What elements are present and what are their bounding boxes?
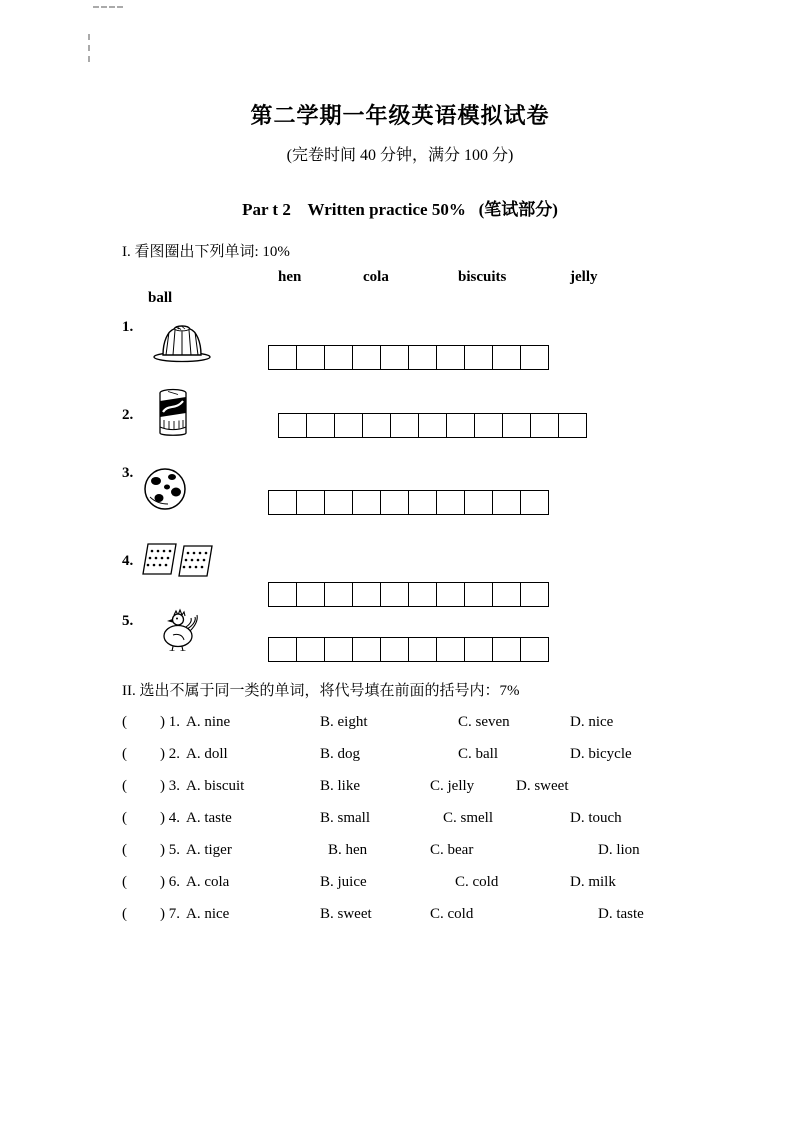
- option-d: D. lion: [598, 842, 640, 858]
- letter-box[interactable]: [334, 413, 363, 438]
- multiple-choice-questions: [122, 714, 678, 938]
- answer-bracket: (: [122, 714, 127, 730]
- letter-box[interactable]: [492, 490, 521, 515]
- letter-box[interactable]: [474, 413, 503, 438]
- option-d: D. sweet: [516, 778, 569, 794]
- letter-box[interactable]: [530, 413, 559, 438]
- question-row: [122, 842, 678, 874]
- letter-box[interactable]: [324, 637, 353, 662]
- answer-bracket: (: [122, 746, 127, 762]
- biscuits-image: [138, 541, 218, 581]
- option-a: A. biscuit: [186, 778, 245, 794]
- page-subtitle: (完卷时间 40 分钟，满分 100 分): [286, 147, 514, 164]
- option-a: A. taste: [186, 810, 232, 826]
- item-number: 2.: [122, 407, 134, 423]
- option-a: A. nice: [186, 906, 230, 922]
- option-a: A. cola: [186, 874, 230, 890]
- item-number: 3.: [122, 465, 134, 481]
- letter-box[interactable]: [306, 413, 335, 438]
- letter-box[interactable]: [296, 582, 325, 607]
- question-number: ) 6.: [160, 874, 180, 890]
- option-c: C. smell: [443, 810, 494, 826]
- item-number: 4.: [122, 553, 134, 569]
- word-bank-hen: hen: [278, 269, 302, 285]
- cola-can-image: [154, 387, 192, 439]
- question-row: [122, 714, 678, 746]
- letter-box[interactable]: [520, 345, 549, 370]
- question-row: [122, 906, 678, 938]
- ball-image: [142, 467, 188, 511]
- letter-box[interactable]: [464, 637, 493, 662]
- option-c: C. seven: [458, 714, 510, 730]
- letter-box[interactable]: [408, 637, 437, 662]
- answer-bracket: (: [122, 810, 127, 826]
- letter-box[interactable]: [520, 582, 549, 607]
- letter-box[interactable]: [446, 413, 475, 438]
- question-number: ) 2.: [160, 746, 180, 762]
- page-margin-mark: [88, 34, 90, 62]
- letter-box[interactable]: [464, 490, 493, 515]
- letter-box[interactable]: [296, 490, 325, 515]
- letter-box[interactable]: [520, 490, 549, 515]
- letter-box[interactable]: [324, 490, 353, 515]
- letter-box[interactable]: [352, 582, 381, 607]
- letter-box[interactable]: [268, 582, 297, 607]
- letter-box[interactable]: [418, 413, 447, 438]
- question-row: [122, 810, 678, 842]
- letter-box[interactable]: [380, 490, 409, 515]
- question-row: [122, 746, 678, 778]
- answer-bracket: (: [122, 874, 127, 890]
- answer-letter-grid: [268, 345, 549, 370]
- question-number: ) 5.: [160, 842, 180, 858]
- word-bank-cola: cola: [363, 269, 389, 285]
- option-b: B. hen: [328, 842, 368, 858]
- jelly-image: [152, 319, 212, 363]
- word-bank: [122, 269, 678, 315]
- question-row: [122, 874, 678, 906]
- letter-box[interactable]: [436, 490, 465, 515]
- letter-box[interactable]: [408, 345, 437, 370]
- option-d: D. touch: [570, 810, 622, 826]
- option-d: D. nice: [570, 714, 614, 730]
- page-title: 第二学期一年级英语模拟试卷: [250, 103, 550, 128]
- letter-box[interactable]: [464, 582, 493, 607]
- part2-heading: Par t 2 Written practice 50% (笔试部分): [242, 200, 558, 219]
- letter-box[interactable]: [268, 345, 297, 370]
- option-b: B. small: [320, 810, 371, 826]
- question-row: [122, 778, 678, 810]
- letter-box[interactable]: [278, 413, 307, 438]
- option-b: B. eight: [320, 714, 368, 730]
- option-b: B. sweet: [320, 906, 372, 922]
- item-number: 1.: [122, 319, 134, 335]
- hen-image: [154, 607, 201, 651]
- option-c: C. jelly: [430, 778, 475, 794]
- answer-letter-grid: [268, 582, 549, 607]
- item-number: 5.: [122, 613, 134, 629]
- picture-items: [122, 317, 678, 673]
- option-c: C. cold: [430, 906, 474, 922]
- letter-box[interactable]: [492, 637, 521, 662]
- letter-box[interactable]: [408, 490, 437, 515]
- letter-box[interactable]: [268, 637, 297, 662]
- word-bank-ball: ball: [148, 290, 173, 306]
- letter-box[interactable]: [352, 345, 381, 370]
- option-d: D. milk: [570, 874, 616, 890]
- option-a: A. tiger: [186, 842, 232, 858]
- option-b: B. dog: [320, 746, 361, 762]
- letter-box[interactable]: [352, 637, 381, 662]
- answer-bracket: (: [122, 778, 127, 794]
- letter-box[interactable]: [436, 345, 465, 370]
- section1-instruction: I. 看图圈出下列单词: 10%: [122, 244, 290, 260]
- letter-box[interactable]: [492, 582, 521, 607]
- letter-box[interactable]: [380, 637, 409, 662]
- letter-box[interactable]: [464, 345, 493, 370]
- section2-instruction: II. 选出不属于同一类的单词，将代号填在前面的括号内：7%: [122, 683, 520, 699]
- letter-box[interactable]: [492, 345, 521, 370]
- option-b: B. like: [320, 778, 360, 794]
- letter-box[interactable]: [502, 413, 531, 438]
- word-bank-jelly: jelly: [570, 269, 598, 285]
- answer-letter-grid: [268, 637, 549, 662]
- option-c: C. cold: [455, 874, 499, 890]
- question-number: ) 4.: [160, 810, 180, 826]
- option-c: C. bear: [430, 842, 474, 858]
- letter-box[interactable]: [380, 345, 409, 370]
- letter-box[interactable]: [324, 345, 353, 370]
- question-number: ) 7.: [160, 906, 180, 922]
- letter-box[interactable]: [362, 413, 391, 438]
- letter-box[interactable]: [268, 490, 297, 515]
- question-number: ) 1.: [160, 714, 180, 730]
- letter-box[interactable]: [436, 582, 465, 607]
- letter-box[interactable]: [408, 582, 437, 607]
- answer-bracket: (: [122, 842, 127, 858]
- page-margin-mark: [93, 6, 123, 8]
- letter-box[interactable]: [520, 637, 549, 662]
- option-a: A. nine: [186, 714, 231, 730]
- option-a: A. doll: [186, 746, 228, 762]
- letter-box[interactable]: [558, 413, 587, 438]
- answer-letter-grid: [268, 490, 549, 515]
- option-b: B. juice: [320, 874, 367, 890]
- answer-bracket: (: [122, 906, 127, 922]
- option-d: D. bicycle: [570, 746, 632, 762]
- letter-box[interactable]: [296, 637, 325, 662]
- letter-box[interactable]: [380, 582, 409, 607]
- option-d: D. taste: [598, 906, 644, 922]
- letter-box[interactable]: [296, 345, 325, 370]
- word-bank-biscuits: biscuits: [458, 269, 507, 285]
- letter-box[interactable]: [390, 413, 419, 438]
- option-c: C. ball: [458, 746, 498, 762]
- letter-box[interactable]: [352, 490, 381, 515]
- exam-page: [122, 0, 678, 938]
- letter-box[interactable]: [436, 637, 465, 662]
- letter-box[interactable]: [324, 582, 353, 607]
- answer-letter-grid: [278, 413, 587, 438]
- question-number: ) 3.: [160, 778, 180, 794]
